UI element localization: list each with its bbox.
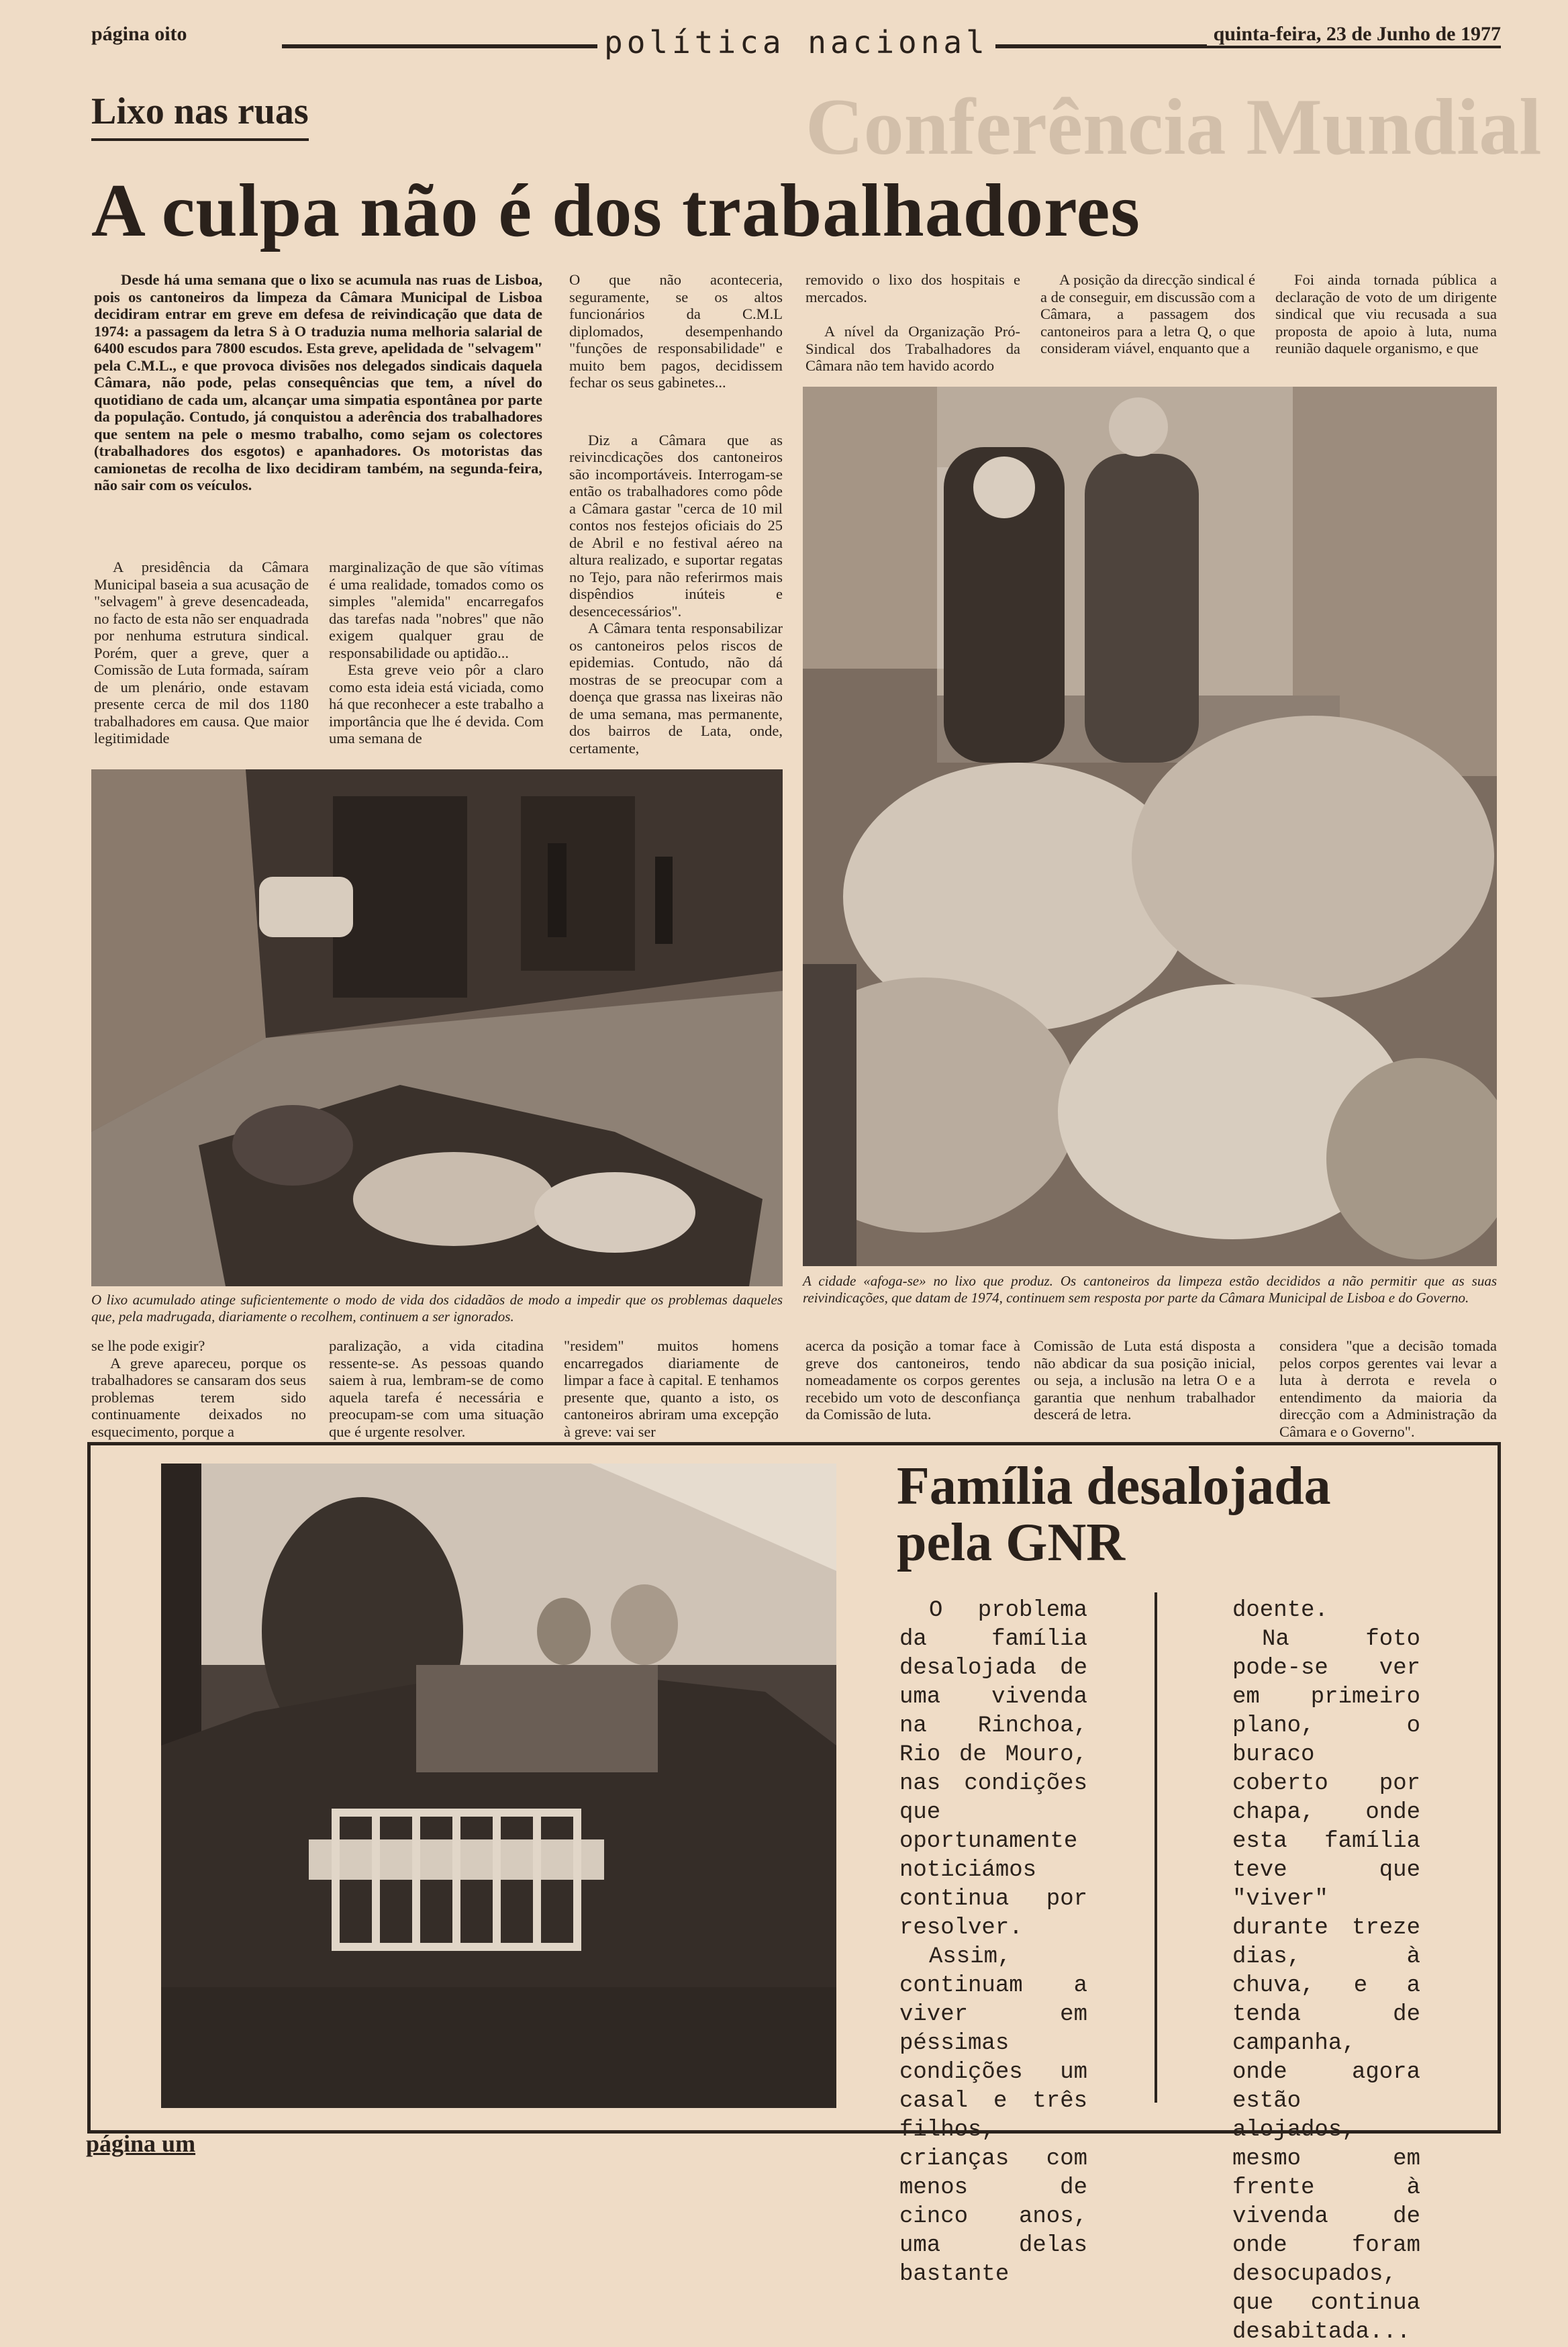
paragraph: doente. (1232, 1598, 1328, 1623)
article-column (329, 559, 544, 747)
article-column (805, 271, 1020, 375)
bleed-through-text: Conferência Mundial (805, 82, 1542, 171)
photo-illustration (91, 769, 783, 1286)
paragraph: considera "que a decisão tomada pelos corpos gerentes vai levar a luta à derrota e revela o entendimento da maioria da direcção com a Administração da Câmara e o Governo". (1279, 1337, 1497, 1440)
paragraph: O que não aconteceria, seguramente, se os altos funcionários da C.M.L diplomados, desempenhando "funções de responsabilidade" e muito bem pagos, decidissem fechar os seus gabinetes... (569, 271, 783, 391)
paragraph: se lhe pode exigir? (91, 1337, 205, 1354)
paragraph: acerca da posição a tomar face à greve dos cantoneiros, tendo nomeadamente os corpos gerentes recebido um voto de desconfiança da Comissão de luta. (805, 1337, 1020, 1423)
article-column (329, 1337, 544, 1440)
paragraph: A greve apareceu, porque os trabalhadores se cansaram dos seus problemas terem sido continuamente deixados no esquecimento, porque a (91, 1354, 306, 1440)
evicted-family-photo (161, 1464, 836, 2108)
photo-illustration (803, 387, 1497, 1266)
paragraph: removido o lixo dos hospitais e mercados. (805, 271, 1020, 305)
gnr-headline-line: Família desalojada (897, 1457, 1331, 1516)
paragraph: "residem" muitos homens encarregados diariamente de limpar a face à capital. E tenhamos presente que, quanto a isto, os cantoneiros abriram uma excepção à greve: vai ser (564, 1337, 779, 1440)
issue-date: quinta-feira, 23 de Junho de 1977 (1207, 23, 1501, 46)
paragraph: paralização, a vida citadina ressente-se. As pessoas quando saiem à rua, lembram-se de como aquela tarefa é necessária e preocupam-se com uma situação que é urgente resolver. (329, 1337, 544, 1440)
article-column (569, 271, 783, 757)
article-headline: A culpa não é dos trabalhadores (91, 169, 1140, 252)
article-column (91, 1337, 306, 1440)
article-kicker: Lixo nas ruas (91, 90, 309, 141)
gnr-column (1232, 1596, 1420, 2347)
paragraph: A presidência da Câmara Municipal baseia a sua acusação de "selvagem" à greve desencadeada, no facto de esta não ser enquadrada por nenhuma estrutura sindical. Porém, quer a greve, quer a Comissão de Luta formada, saíram de um plenário, onde estavam presente cerca de mil dos 1180 trabalhadores em causa. Que maior legitimidade (94, 559, 309, 747)
paragraph: Na foto pode-se ver em primeiro plano, o buraco coberto por chapa, onde esta família teve que "viver" durante treze dias, à chuva, e a tenda de campanha, onde agora estão alojados, mesmo em frente à vivenda de onde foram desocupados, que continua desabitada... (1232, 1627, 1420, 2345)
article-lead: Desde há uma semana que o lixo se acumula nas ruas de Lisboa, pois os cantoneiros da limpeza da Câmara Municipal de Lisboa decidiram entrar em greve em defesa de reivindicação que data de 1974: a passagem da letra S à O traduzia numa melhoria salarial de 6400 escudos para 7800 escudos. Esta greve, apelidada de "selvagem" pela C.M.L., e que provoca divisões nos delegados sindicais daquela Câmara, não pode, pelas consequências que tem, a nível do quotidiano de cada um, alcançar uma simpatia espontânea por parte da população. Contudo, já conquistou a aderência dos trabalhadores que sentem na pele o mesmo trabalho, como sejam os colectores (trabalhadores dos esgotos) e apanhadores. Os motoristas das camionetas de recolha de lixo decidiram também, na segunda-feira, não sair com os veículos. (94, 271, 542, 493)
page-number-label: página oito (91, 23, 187, 45)
photo-illustration (161, 1464, 836, 2108)
article-column (564, 1337, 779, 1440)
right-photo-caption: A cidade «afoga-se» no lixo que produz. Os cantoneiros da limpeza estão decididos a não permitir que as suas reivindicações, que datam de 1974, continuem sem resposta por parte da Câmara Municipal de Lisboa e do Governo. (803, 1273, 1497, 1306)
article-column (1275, 271, 1497, 357)
garbage-street-photo (91, 769, 783, 1286)
paragraph: A Câmara tenta responsabilizar os cantoneiros pelos riscos de epidemias. Contudo, não dá mostras de se preocupar com a doença que grassa nas lixeiras não de uma semana, mas permanente, dos bairros de Lata, onde, certamente, (569, 620, 783, 757)
paragraph: marginalização de que são vítimas é uma realidade, tomados como os simples "alemida" encarregafos das tarefas nada "nobres" que não exigem qualquer grau de responsabilidade ou aptidão... (329, 559, 544, 661)
article-column (1040, 271, 1255, 357)
paragraph: Diz a Câmara que as reivincdicações dos cantoneiros são incomportáveis. Interrogam-se então os trabalhadores como pôde a Câmara gastar "cerca de 10 mil contos nos festejos oficiais do 25 de Abril e no festival aéreo na altura realizado, e suportar regatas no Tejo, para não referirmos mais dispêndios inúteis e desencecessários". (569, 431, 783, 620)
gnr-column (899, 1596, 1087, 2289)
left-photo-caption: O lixo acumulado atinge suficientemente o modo de vida dos cidadãos de modo a impedir que os problemas daqueles que, pela madrugada, diariamente o recolhem, continuem a ser ignorados. (91, 1292, 783, 1325)
paragraph: O problema da família desalojada de uma vivenda na Rinchoa, Rio de Mouro, nas condições que oportunamente noticiámos continua por resolver. (899, 1598, 1087, 1941)
article-column (94, 559, 309, 747)
column-rule (1155, 1592, 1157, 2103)
paragraph: A nível da Organização Pró-Sindical dos Trabalhadores da Câmara não tem havido acordo (805, 323, 1020, 374)
paragraph: Comissão de Luta está disposta a não abdicar da sua posição inicial, ou seja, a inclusão na letra O e a garantia que nenhum trabalhador descerá de letra. (1034, 1337, 1255, 1423)
gnr-headline-line: pela GNR (897, 1513, 1125, 1572)
article-column (1034, 1337, 1255, 1423)
gnr-headline (897, 1458, 1487, 1571)
footer-label: página um (86, 2130, 196, 2157)
paragraph: A posição da direcção sindical é a de conseguir, em discussão com a Câmara, a passagem dos cantoneiros para a letra Q, o que consideram viável, enquanto que a (1040, 271, 1255, 356)
officials-garbage-photo (803, 387, 1497, 1266)
paragraph: Assim, continuam a viver em péssimas condições um casal e três filhos, crianças com menos de cinco anos, uma delas bastante (899, 1944, 1087, 2287)
paragraph: Esta greve veio pôr a claro como esta ideia está viciada, como há que reconhecer a este trabalho a importância que lhe é devida. Com uma semana de (329, 661, 544, 747)
section-title: política nacional (597, 24, 995, 60)
paragraph: Foi ainda tornada pública a declaração de voto de um dirigente sindical que viu recusada a sua proposta de apoio à luta, numa reunião daquele organismo, e que (1275, 271, 1497, 356)
article-column (1279, 1337, 1497, 1440)
article-column (805, 1337, 1020, 1423)
